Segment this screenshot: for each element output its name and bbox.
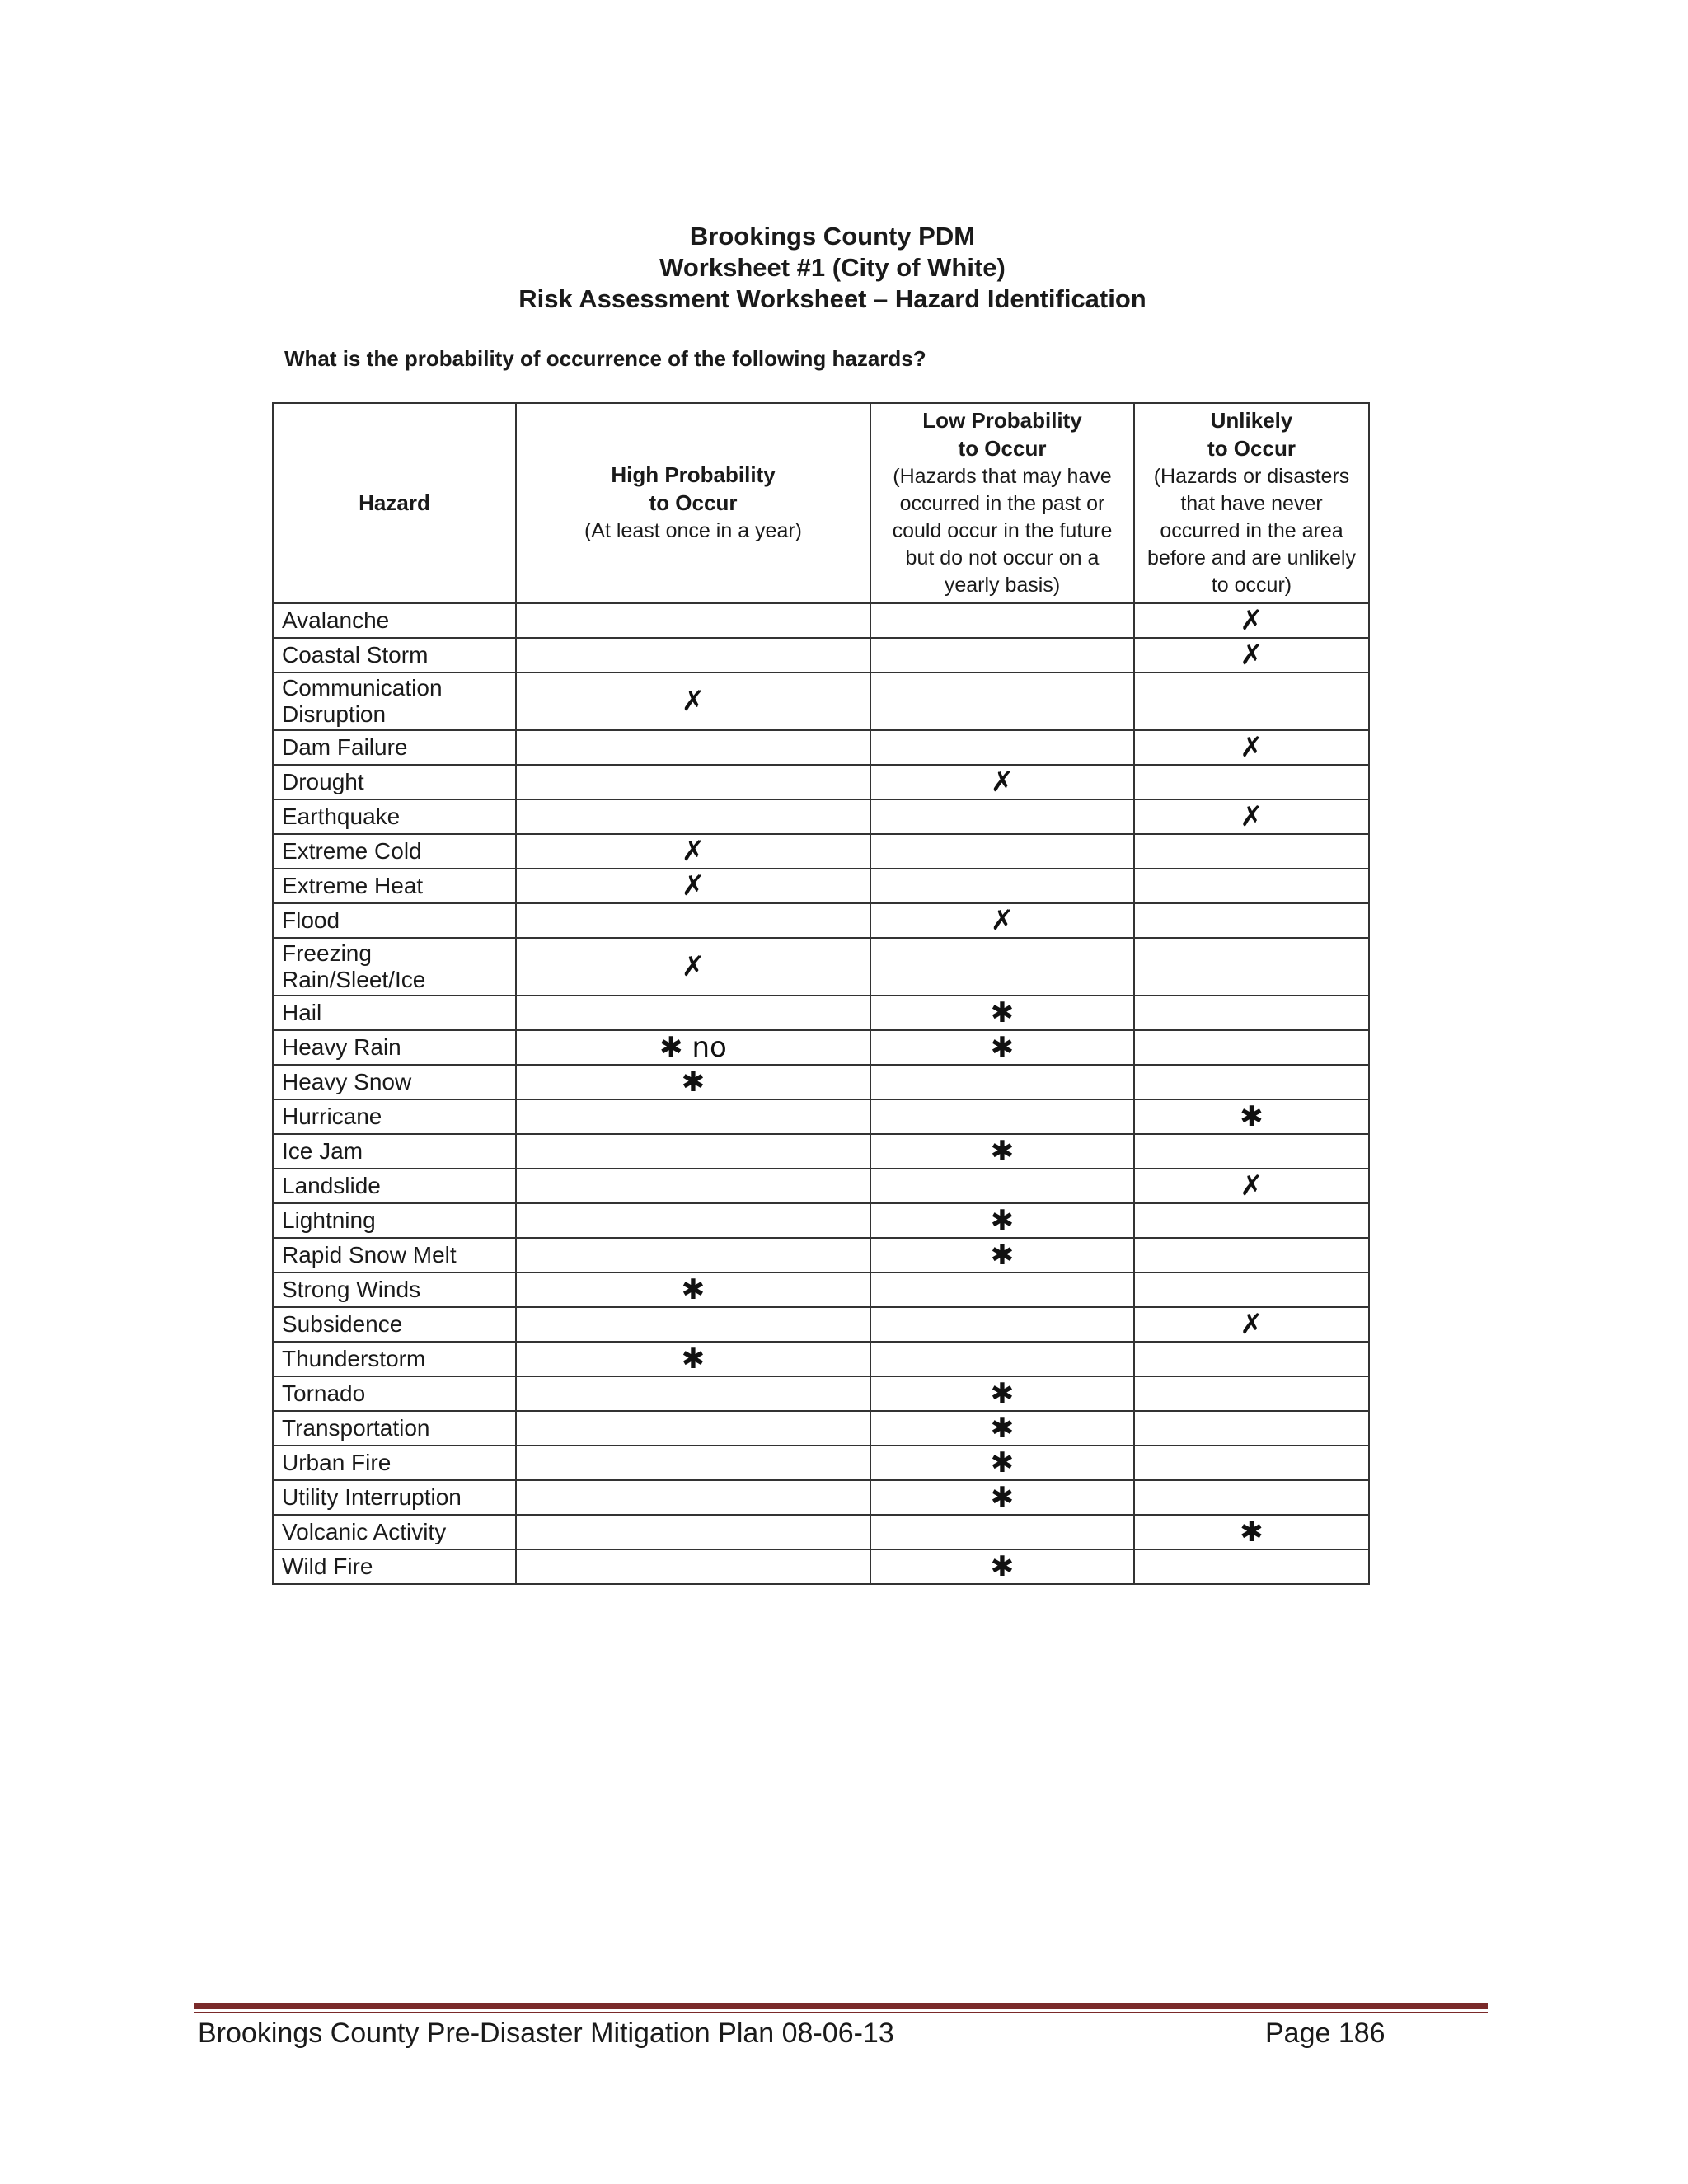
worksheet-title-block <box>462 221 1203 315</box>
table-row <box>273 1549 1369 1584</box>
high-probability-mark: ✱ no <box>516 1030 870 1065</box>
high-probability-mark <box>516 1203 870 1238</box>
hazard-name: Lightning <box>273 1203 516 1238</box>
table-row <box>273 1515 1369 1549</box>
low-probability-mark <box>870 799 1134 834</box>
footer-page-number: Page 186 <box>1265 2018 1386 2049</box>
table-row <box>273 638 1369 673</box>
table-row <box>273 1480 1369 1515</box>
low-probability-mark: ✗ <box>870 903 1134 938</box>
high-probability-mark: ✗ <box>516 869 870 903</box>
unlikely-mark <box>1134 938 1369 996</box>
table-row <box>273 1203 1369 1238</box>
unlikely-mark: ✗ <box>1134 730 1369 765</box>
hazard-name: Transportation <box>273 1411 516 1446</box>
high-probability-mark <box>516 799 870 834</box>
unlikely-mark <box>1134 673 1369 730</box>
unlikely-mark: ✗ <box>1134 799 1369 834</box>
footer-rule-thin <box>194 2012 1488 2013</box>
unlikely-mark <box>1134 1030 1369 1065</box>
high-probability-mark <box>516 765 870 799</box>
high-probability-mark: ✗ <box>516 938 870 996</box>
unlikely-mark: ✗ <box>1134 603 1369 638</box>
table-row <box>273 869 1369 903</box>
table-row <box>273 730 1369 765</box>
table-row <box>273 1342 1369 1376</box>
unlikely-mark <box>1134 1411 1369 1446</box>
footer-rule <box>194 2003 1488 2009</box>
hazard-name: Freezing Rain/Sleet/Ice <box>273 938 516 996</box>
hazard-rows <box>273 603 1369 1584</box>
table-row <box>273 1272 1369 1307</box>
unlikely-mark: ✗ <box>1134 638 1369 673</box>
hazard-name: Extreme Cold <box>273 834 516 869</box>
worksheet-question: What is the probability of occurrence of the following hazards? <box>284 346 926 371</box>
low-probability-mark <box>870 638 1134 673</box>
title-line-2: Worksheet #1 (City of White) <box>659 253 1006 282</box>
table-row <box>273 996 1369 1030</box>
high-probability-mark <box>516 1446 870 1480</box>
low-probability-mark: ✱ <box>870 1480 1134 1515</box>
unlikely-mark <box>1134 996 1369 1030</box>
high-probability-mark: ✱ <box>516 1065 870 1099</box>
hazard-name: Wild Fire <box>273 1549 516 1584</box>
table-row <box>273 1307 1369 1342</box>
title-line-3: Risk Assessment Worksheet – Hazard Identification <box>518 284 1146 313</box>
high-probability-mark <box>516 903 870 938</box>
low-probability-mark <box>870 1169 1134 1203</box>
table-row <box>273 1099 1369 1134</box>
table-row <box>273 603 1369 638</box>
low-probability-mark <box>870 1065 1134 1099</box>
high-probability-mark <box>516 1480 870 1515</box>
low-probability-mark: ✱ <box>870 1030 1134 1065</box>
unlikely-mark <box>1134 1480 1369 1515</box>
table-row <box>273 1411 1369 1446</box>
hazard-name: Subsidence <box>273 1307 516 1342</box>
high-probability-mark: ✗ <box>516 673 870 730</box>
unlikely-mark <box>1134 1446 1369 1480</box>
title-line-1: Brookings County PDM <box>689 222 976 251</box>
high-probability-mark <box>516 1411 870 1446</box>
hazard-name: Avalanche <box>273 603 516 638</box>
hazard-name: Urban Fire <box>273 1446 516 1480</box>
high-probability-mark <box>516 638 870 673</box>
unlikely-mark <box>1134 1549 1369 1584</box>
high-probability-mark: ✗ <box>516 834 870 869</box>
low-probability-mark: ✱ <box>870 996 1134 1030</box>
unlikely-mark <box>1134 869 1369 903</box>
hazard-name: Strong Winds <box>273 1272 516 1307</box>
high-probability-mark <box>516 1515 870 1549</box>
header-high-probability: High Probability to Occur (At least once in a year) <box>516 403 870 603</box>
hazard-name: Hail <box>273 996 516 1030</box>
low-probability-mark <box>870 1515 1134 1549</box>
unlikely-mark <box>1134 765 1369 799</box>
hazard-name: Flood <box>273 903 516 938</box>
low-probability-mark <box>870 603 1134 638</box>
low-probability-mark: ✗ <box>870 765 1134 799</box>
table-row <box>273 1238 1369 1272</box>
low-probability-mark: ✱ <box>870 1549 1134 1584</box>
low-probability-mark <box>870 1272 1134 1307</box>
hazard-name: Dam Failure <box>273 730 516 765</box>
table-row <box>273 1065 1369 1099</box>
high-probability-mark <box>516 1549 870 1584</box>
table-row <box>273 799 1369 834</box>
table-row <box>273 1030 1369 1065</box>
low-probability-mark <box>870 869 1134 903</box>
hazard-name: Heavy Rain <box>273 1030 516 1065</box>
unlikely-mark: ✗ <box>1134 1169 1369 1203</box>
hazard-name: Earthquake <box>273 799 516 834</box>
hazard-name: Heavy Snow <box>273 1065 516 1099</box>
table-row <box>273 765 1369 799</box>
hazard-table <box>272 402 1370 1585</box>
table-row <box>273 1169 1369 1203</box>
header-unlikely: Unlikely to Occur (Hazards or disasters that have never occurred in the area before and are unlikely to occur) <box>1134 403 1369 603</box>
unlikely-mark: ✱ <box>1134 1515 1369 1549</box>
high-probability-mark: ✱ <box>516 1342 870 1376</box>
low-probability-mark <box>870 673 1134 730</box>
header-hazard: Hazard <box>273 403 516 603</box>
low-probability-mark <box>870 938 1134 996</box>
low-probability-mark: ✱ <box>870 1238 1134 1272</box>
header-low-probability: Low Probability to Occur (Hazards that may have occurred in the past or could occur in the future but do not occur on a yearly basis) <box>870 403 1134 603</box>
low-probability-mark <box>870 1307 1134 1342</box>
low-probability-mark: ✱ <box>870 1203 1134 1238</box>
unlikely-mark <box>1134 834 1369 869</box>
high-probability-mark <box>516 1307 870 1342</box>
high-probability-mark <box>516 603 870 638</box>
low-probability-mark <box>870 1342 1134 1376</box>
unlikely-mark <box>1134 1203 1369 1238</box>
unlikely-mark: ✗ <box>1134 1307 1369 1342</box>
table-row <box>273 673 1369 730</box>
high-probability-mark <box>516 730 870 765</box>
hazard-name: Communication Disruption <box>273 673 516 730</box>
high-probability-mark <box>516 1376 870 1411</box>
table-header-row <box>273 403 1369 603</box>
hazard-name: Landslide <box>273 1169 516 1203</box>
hazard-name: Tornado <box>273 1376 516 1411</box>
low-probability-mark: ✱ <box>870 1411 1134 1446</box>
unlikely-mark: ✱ <box>1134 1099 1369 1134</box>
table-row <box>273 834 1369 869</box>
low-probability-mark: ✱ <box>870 1134 1134 1169</box>
high-probability-mark <box>516 1099 870 1134</box>
table-row <box>273 1446 1369 1480</box>
hazard-name: Thunderstorm <box>273 1342 516 1376</box>
unlikely-mark <box>1134 1134 1369 1169</box>
hazard-name: Drought <box>273 765 516 799</box>
high-probability-mark <box>516 1134 870 1169</box>
unlikely-mark <box>1134 1272 1369 1307</box>
low-probability-mark <box>870 834 1134 869</box>
hazard-name: Ice Jam <box>273 1134 516 1169</box>
hazard-name: Extreme Heat <box>273 869 516 903</box>
low-probability-mark: ✱ <box>870 1446 1134 1480</box>
table-row <box>273 1134 1369 1169</box>
unlikely-mark <box>1134 1238 1369 1272</box>
table-row <box>273 903 1369 938</box>
footer-plan-title: Brookings County Pre-Disaster Mitigation Plan 08-06-13 <box>198 2018 894 2049</box>
unlikely-mark <box>1134 1376 1369 1411</box>
hazard-name: Hurricane <box>273 1099 516 1134</box>
hazard-name: Rapid Snow Melt <box>273 1238 516 1272</box>
unlikely-mark <box>1134 1342 1369 1376</box>
hazard-name: Utility Interruption <box>273 1480 516 1515</box>
unlikely-mark <box>1134 903 1369 938</box>
high-probability-mark <box>516 996 870 1030</box>
hazard-name: Volcanic Activity <box>273 1515 516 1549</box>
table-row <box>273 1376 1369 1411</box>
high-probability-mark: ✱ <box>516 1272 870 1307</box>
unlikely-mark <box>1134 1065 1369 1099</box>
low-probability-mark: ✱ <box>870 1376 1134 1411</box>
high-probability-mark <box>516 1169 870 1203</box>
high-probability-mark <box>516 1238 870 1272</box>
table-row <box>273 938 1369 996</box>
low-probability-mark <box>870 730 1134 765</box>
hazard-name: Coastal Storm <box>273 638 516 673</box>
low-probability-mark <box>870 1099 1134 1134</box>
